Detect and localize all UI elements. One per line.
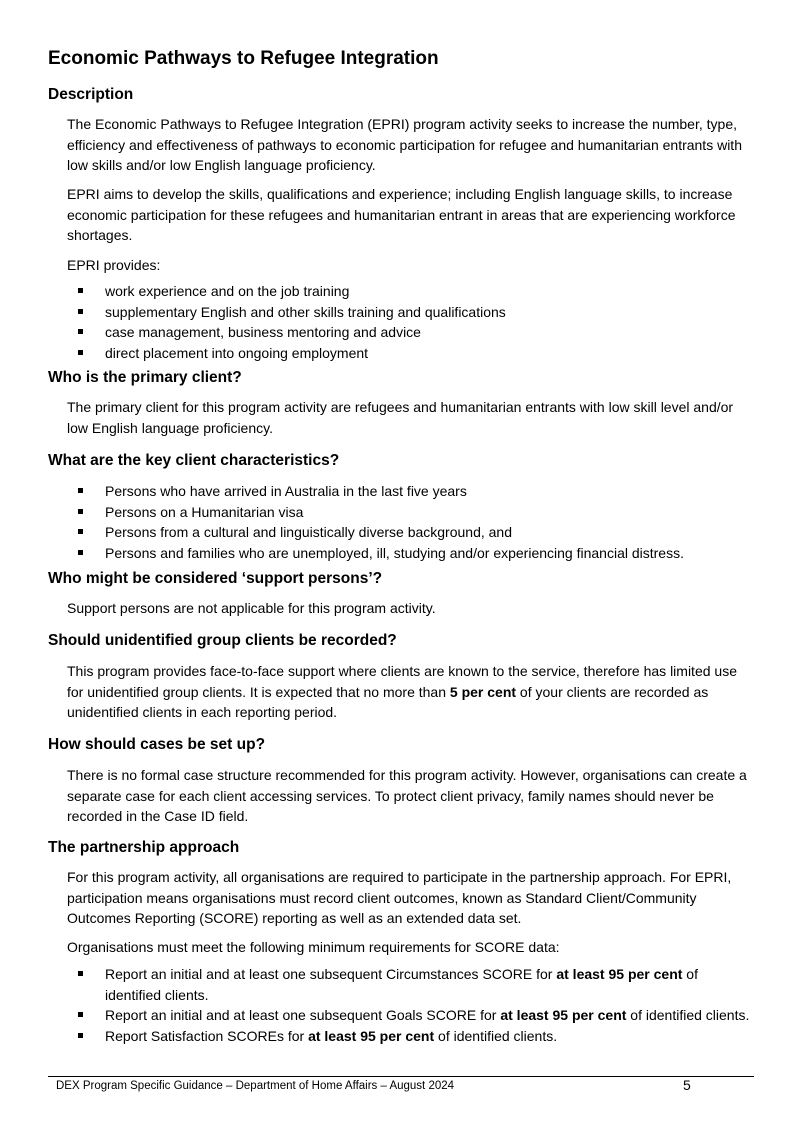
description-para-2: EPRI aims to develop the skills, qualifications and experience; including English language skills, to increase economic participation for these refugees and humanitarian entrant in areas that are experiencing workforce shortages. — [67, 186, 736, 243]
list-item: Persons on a Humanitarian visa — [67, 502, 757, 523]
cases-heading: How should cases be set up? — [48, 736, 266, 753]
list-item: Report an initial and at least one subsequent Circumstances SCORE for at least 95 per cent of identified clients. — [67, 964, 757, 1005]
characteristics-list — [67, 481, 757, 563]
unidentified-heading: Should unidentified group clients be recorded? — [48, 632, 397, 649]
list-item: case management, business mentoring and advice — [67, 322, 757, 343]
partnership-para-1: For this program activity, all organisations are required to participate in the partnership approach. For EPRI, participation means organisations must record client outcomes, known as Standard Client/Community Outcomes Reporting (SCORE) reporting as well as an extended data set. — [67, 869, 732, 926]
cases-para: There is no formal case structure recommended for this program activity. However, organisations can create a separate case for each client accessing services. To protect client privacy, family names should never be recorded in the Case ID field. — [67, 767, 747, 824]
support-persons-heading: Who might be considered ‘support persons’? — [48, 570, 383, 587]
characteristics-heading: What are the key client characteristics? — [48, 452, 340, 469]
score-requirements-list — [67, 964, 757, 1046]
primary-client-para: The primary client for this program activity are refugees and humanitarian entrants with low skill level and/or low English language proficiency. — [67, 399, 734, 436]
list-item: Report an initial and at least one subsequent Goals SCORE for at least 95 per cent of identified clients. — [67, 1005, 757, 1026]
list-item: Persons from a cultural and linguistically diverse background, and — [67, 522, 757, 543]
emphasis: 5 per cent — [449, 683, 517, 700]
partnership-para-2: Organisations must meet the following minimum requirements for SCORE data: — [67, 939, 560, 955]
list-item: Persons and families who are unemployed, ill, studying and/or experiencing financial distress. — [67, 543, 757, 564]
list-item: work experience and on the job training — [67, 281, 757, 302]
description-para-1: The Economic Pathways to Refugee Integration (EPRI) program activity seeks to increase the number, type, efficiency and effectiveness of pathways to economic participation for refugee and humanitarian entrants with low skills and/or low English language proficiency. — [67, 116, 742, 173]
footer-divider — [48, 1076, 754, 1077]
partnership-heading: The partnership approach — [48, 839, 240, 856]
list-item: Persons who have arrived in Australia in the last five years — [67, 481, 757, 502]
primary-client-heading: Who is the primary client? — [48, 369, 242, 386]
support-persons-para: Support persons are not applicable for this program activity. — [67, 600, 436, 616]
page-title: Economic Pathways to Refugee Integration — [48, 48, 439, 69]
list-item: direct placement into ongoing employment — [67, 343, 757, 364]
description-heading: Description — [48, 86, 134, 103]
description-para-3: EPRI provides: — [67, 257, 161, 273]
unidentified-para: This program provides face-to-face support where clients are known to the service, therefore has limited use for unidentified group clients. It is expected that no more than 5 per cent of your clients are recorded as unidentified clients in each reporting period. — [67, 663, 737, 720]
provides-list — [67, 281, 757, 363]
list-item: Report Satisfaction SCOREs for at least 95 per cent of identified clients. — [67, 1026, 757, 1047]
footer-text: DEX Program Specific Guidance – Department of Home Affairs – August 2024 — [56, 1080, 455, 1092]
list-item: supplementary English and other skills training and qualifications — [67, 302, 757, 323]
page-number: 5 — [683, 1077, 691, 1093]
